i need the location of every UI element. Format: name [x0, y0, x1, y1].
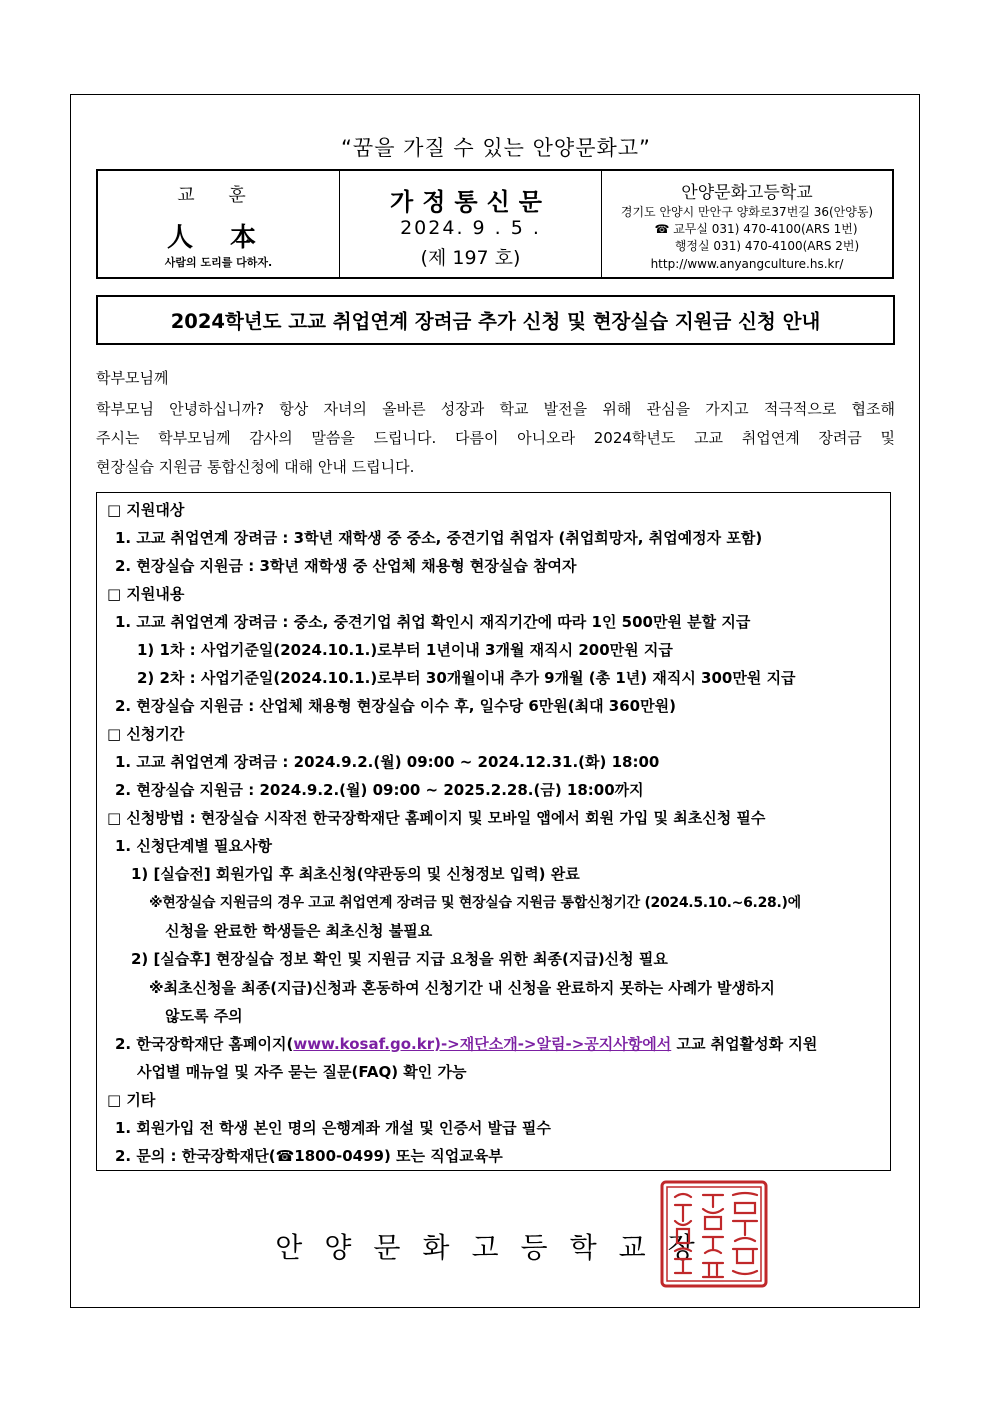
- intro-paragraph: [96, 395, 895, 482]
- target-heading: □ 지원대상: [107, 501, 185, 519]
- method-note: 신청을 완료한 학생들은 최초신청 불필요: [165, 922, 433, 940]
- etc-heading: □ 기타: [107, 1091, 156, 1109]
- header-table: [96, 169, 894, 279]
- principal-signature: 안양문화고등학교장: [275, 1231, 717, 1264]
- etc-item: 1. 회원가입 전 학생 본인 명의 은행계좌 개설 및 인증서 발급 필수: [115, 1119, 551, 1137]
- method-item: 1. 신청단계별 필요사항: [115, 837, 272, 855]
- kosaf-link[interactable]: www.kosaf.go.kr)->재단소개->알림->공지사항에서: [293, 1035, 672, 1053]
- newsletter-issue: (제 197 호): [420, 247, 521, 269]
- school-motto: “꿈을 가질 수 있는 안양문화고”: [341, 136, 651, 160]
- newsletter-date: 2024. 9 . 5 .: [400, 217, 541, 239]
- method-item-cont: 사업별 매뉴얼 및 자주 묻는 질문(FAQ) 확인 가능: [137, 1063, 467, 1081]
- phone-admin: 행정실 031) 470-4100(ARS 2번): [674, 239, 860, 253]
- period-item: 1. 고교 취업연계 장려금 : 2024.9.2.(월) 09:00 ~ 2024.12.31.(화) 18:00: [115, 753, 660, 771]
- greeting: 학부모님께: [96, 369, 169, 387]
- method-note: 않도록 주의: [165, 1007, 243, 1025]
- method-item: [115, 1033, 817, 1054]
- method-heading: □ 신청방법 : 현장실습 시작전 한국장학재단 홈페이지 및 모바일 앱에서 회원 가입 및 최초신청 필수: [107, 809, 766, 827]
- intro-line: 학부모님 안녕하십니까? 항상 자녀의 올바른 성장과 학교 발전을 위해 관심을 가지고 적극적으로 협조해: [96, 400, 895, 418]
- content-item: 1. 고교 취업연계 장려금 : 중소, 중견기업 취업 확인시 재직기간에 따라 1인 500만원 분할 지급: [115, 613, 751, 631]
- school-info-cell: [602, 171, 892, 277]
- school-address: 경기도 안양시 만안구 양화로37번길 36(안양동): [620, 205, 874, 219]
- method-note: ※현장실습 지원금의 경우 고교 취업연계 장려금 및 현장실습 지원금 통합신청기간 (2024.5.10.~6.28.)에: [149, 895, 801, 911]
- kyohun-cell: [98, 171, 340, 277]
- method-subitem: 2) [실습후] 현장실습 정보 확인 및 지원금 지급 요청을 위한 최종(지급)신청 필요: [131, 950, 668, 968]
- target-item: 2. 현장실습 지원금 : 3학년 재학생 중 산업체 채용형 현장실습 참여자: [115, 557, 577, 575]
- intro-line: 현장실습 지원금 통합신청에 대해 안내 드립니다.: [96, 458, 415, 476]
- school-website[interactable]: http://www.anyangculture.hs.kr/: [650, 257, 844, 271]
- content-item: 2. 현장실습 지원금 : 산업체 채용형 현장실습 이수 후, 일수당 6만원(최대 360만원): [115, 697, 676, 715]
- phone-office: ☎ 교무실 031) 470-4100(ARS 1번): [654, 222, 858, 236]
- document-title: 2024학년도 고교 취업연계 장려금 추가 신청 및 현장실습 지원금 신청 안내: [96, 295, 895, 345]
- official-seal-icon: [659, 1179, 769, 1289]
- method-item-suffix: 고교 취업활성화 지원: [671, 1035, 818, 1053]
- notice-box: [96, 492, 891, 1171]
- method-subitem: 1) [실습전] 회원가입 후 최초신청(약관동의 및 신청정보 입력) 완료: [131, 865, 580, 883]
- content-subitem: 1) 1차 : 사업기준일(2024.10.1.)로부터 1년이내 3개월 재직시 200만원 지급: [137, 641, 673, 659]
- intro-line: 주시는 학부모님께 감사의 말씀을 드립니다. 다름이 아니오라 2024학년도 고교 취업연계 장려금 및: [96, 429, 895, 447]
- content-heading: □ 지원내용: [107, 585, 185, 603]
- method-note: ※최초신청을 최종(지급)신청과 혼동하여 신청기간 내 신청을 완료하지 못하는 사례가 발생하지: [149, 979, 775, 997]
- etc-item: 2. 문의 : 한국장학재단(☎1800-0499) 또는 직업교육부: [115, 1147, 503, 1165]
- newsletter-title: 가정통신문: [390, 188, 551, 216]
- content-subitem: 2) 2차 : 사업기준일(2024.10.1.)로부터 30개월이내 추가 9개월 (총 1년) 재직시 300만원 지급: [137, 669, 796, 687]
- newsletter-cell: [340, 171, 602, 277]
- period-item: 2. 현장실습 지원금 : 2024.9.2.(월) 09:00 ~ 2025.2.28.(금) 18:00까지: [115, 781, 644, 799]
- kyohun-label: 교 훈: [177, 185, 260, 206]
- period-heading: □ 신청기간: [107, 725, 185, 743]
- kyohun-subtitle: 사람의 도리를 다하자.: [164, 256, 273, 269]
- target-item: 1. 고교 취업연계 장려금 : 3학년 재학생 중 중소, 중견기업 취업자 (취업희망자, 취업예정자 포함): [115, 529, 763, 547]
- school-contact: [602, 204, 892, 255]
- school-name: 안양문화고등학교: [681, 183, 813, 203]
- method-item-prefix: 2. 한국장학재단 홈페이지(: [115, 1035, 294, 1053]
- kyohun-value: 人 本: [166, 223, 271, 253]
